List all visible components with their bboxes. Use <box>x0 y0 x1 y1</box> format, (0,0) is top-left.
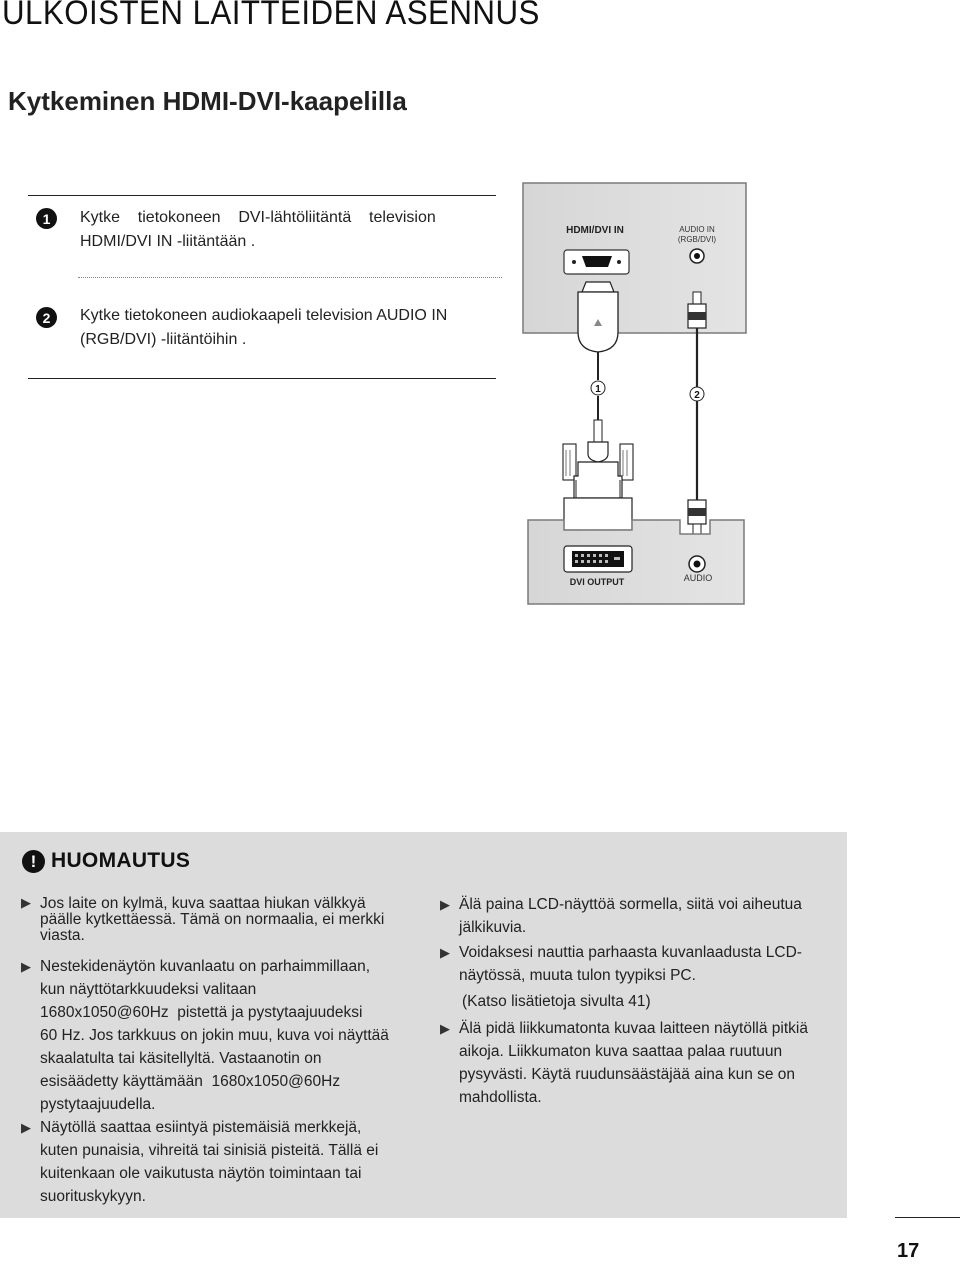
note-line: kuitenkaan ole vaikutusta näytön toimintaan tai <box>40 1165 362 1182</box>
note-line: 1680x1050@60Hz pistettä ja pystytaajuudeksi <box>40 1004 363 1021</box>
triangle-bullet-icon: ▶ <box>21 1120 31 1135</box>
triangle-bullet-icon: ▶ <box>21 895 31 910</box>
note-line: suorituskykyyn. <box>40 1188 146 1205</box>
dvi-output-port-icon <box>564 546 632 572</box>
triangle-bullet-icon: ▶ <box>440 1021 450 1036</box>
note-heading: HUOMAUTUS <box>51 849 191 872</box>
steps-bottom-rule <box>28 378 496 379</box>
note-line: esisäädetty käyttämään 1680x1050@60Hz <box>40 1073 341 1090</box>
note-line: aikoja. Liikkumaton kuva saattaa palaa ruutuun <box>459 1043 783 1060</box>
note-line: Älä pidä liikkumatonta kuvaa laitteen näytöllä pitkiä <box>459 1020 808 1037</box>
warning-icon: ! <box>22 850 45 873</box>
step-2-line-1: Kytke tietokoneen audiokaapeli television AUDIO IN <box>80 307 448 324</box>
note-line: Nestekidenäytön kuvanlaatu on parhaimmillaan, <box>40 958 371 975</box>
step-2-line-2: (RGB/DVI) -liitäntöihin . <box>80 331 247 348</box>
note-right-item-2 <box>440 941 802 987</box>
step-2-badge: 2 <box>36 307 57 328</box>
pc-dvi-output-label: DVI OUTPUT <box>569 577 625 587</box>
note-right-item-4 <box>440 1017 808 1109</box>
note-line: (Katso lisätietoja sivulta 41) <box>462 993 651 1010</box>
note-line: Voidaksesi nauttia parhaasta kuvanlaadusta LCD- <box>459 944 802 961</box>
note-line: 60 Hz. Jos tarkkuus on jokin muu, kuva voi näyttää <box>40 1027 389 1044</box>
page-number: 17 <box>897 1240 920 1262</box>
note-line: jälkikuvia. <box>459 919 527 936</box>
note-line: Jos laite on kylmä, kuva saattaa hiukan välkkyä <box>40 895 366 912</box>
cable-1-badge <box>591 381 605 395</box>
triangle-bullet-icon: ▶ <box>440 897 450 912</box>
audio-cable-plug-bottom <box>688 500 706 534</box>
page-title: ULKOISTEN LAITTEIDEN ASENNUS <box>2 0 540 32</box>
note-line: pysyvästi. Käytä ruudunsäästäjää aina kun se on <box>459 1066 796 1083</box>
tv-audio-label-2: (RGB/DVI) <box>677 235 717 244</box>
cable-2-badge-label: 2 <box>694 390 700 401</box>
note-line: Älä paina LCD-näyttöä sormella, siitä voi aiheutua <box>459 896 802 913</box>
step-2-text <box>80 304 500 352</box>
audio-out-port-icon <box>689 556 705 572</box>
note-right-item-1 <box>440 893 802 939</box>
steps-divider <box>78 277 502 278</box>
section-title: Kytkeminen HDMI-DVI-kaapelilla <box>8 86 407 116</box>
note-line: skaalatulta tai käsitellyltä. Vastaanotin on <box>40 1050 322 1067</box>
step-1-line-2: HDMI/DVI IN -liitäntään . <box>80 233 256 250</box>
hdmi-cable-plug <box>578 282 618 380</box>
note-line: pystytaajuudella. <box>40 1096 156 1113</box>
note-line: kuten punaisia, vihreitä tai sinisiä pisteitä. Tällä ei <box>40 1142 379 1159</box>
triangle-bullet-icon: ▶ <box>440 945 450 960</box>
step-1-text <box>80 206 480 254</box>
tv-connector-panel <box>523 183 746 333</box>
pc-connector-panel <box>528 520 744 604</box>
tv-audio-label-1: AUDIO IN <box>679 225 715 234</box>
audio-in-port-icon <box>690 249 704 263</box>
triangle-bullet-icon: ▶ <box>21 959 31 974</box>
cable-1-badge-label: 1 <box>595 384 601 395</box>
note-line: näytössä, muuta tulon tyypiksi PC. <box>459 967 696 984</box>
note-line: päälle kytkettäessä. Tämä on normaalia, ei merkki <box>40 911 385 928</box>
cable-2-badge <box>690 387 704 401</box>
hdmi-port-icon <box>564 250 629 274</box>
note-left-item-1 <box>21 895 385 944</box>
note-line: Näytöllä saattaa esiintyä pistemäisiä merkkejä, <box>40 1119 362 1136</box>
connection-diagram <box>520 180 750 610</box>
steps-top-rule <box>28 195 496 196</box>
footer-rule <box>895 1217 960 1218</box>
note-line: mahdollista. <box>459 1089 542 1106</box>
tv-hdmi-label: HDMI/DVI IN <box>566 225 624 236</box>
note-line: kun näyttötarkkuudeksi valitaan <box>40 981 257 998</box>
pc-audio-label: AUDIO <box>683 573 713 583</box>
note-right-item-3 <box>462 990 651 1013</box>
step-1-line-1: Kytke tietokoneen DVI-lähtöliitäntä television <box>80 209 436 226</box>
step-1-badge: 1 <box>36 208 57 229</box>
note-left-item-2 <box>21 955 389 1116</box>
note-line: viasta. <box>40 927 85 944</box>
note-left-item-3 <box>21 1116 379 1208</box>
dvi-cable-plug <box>563 396 633 530</box>
